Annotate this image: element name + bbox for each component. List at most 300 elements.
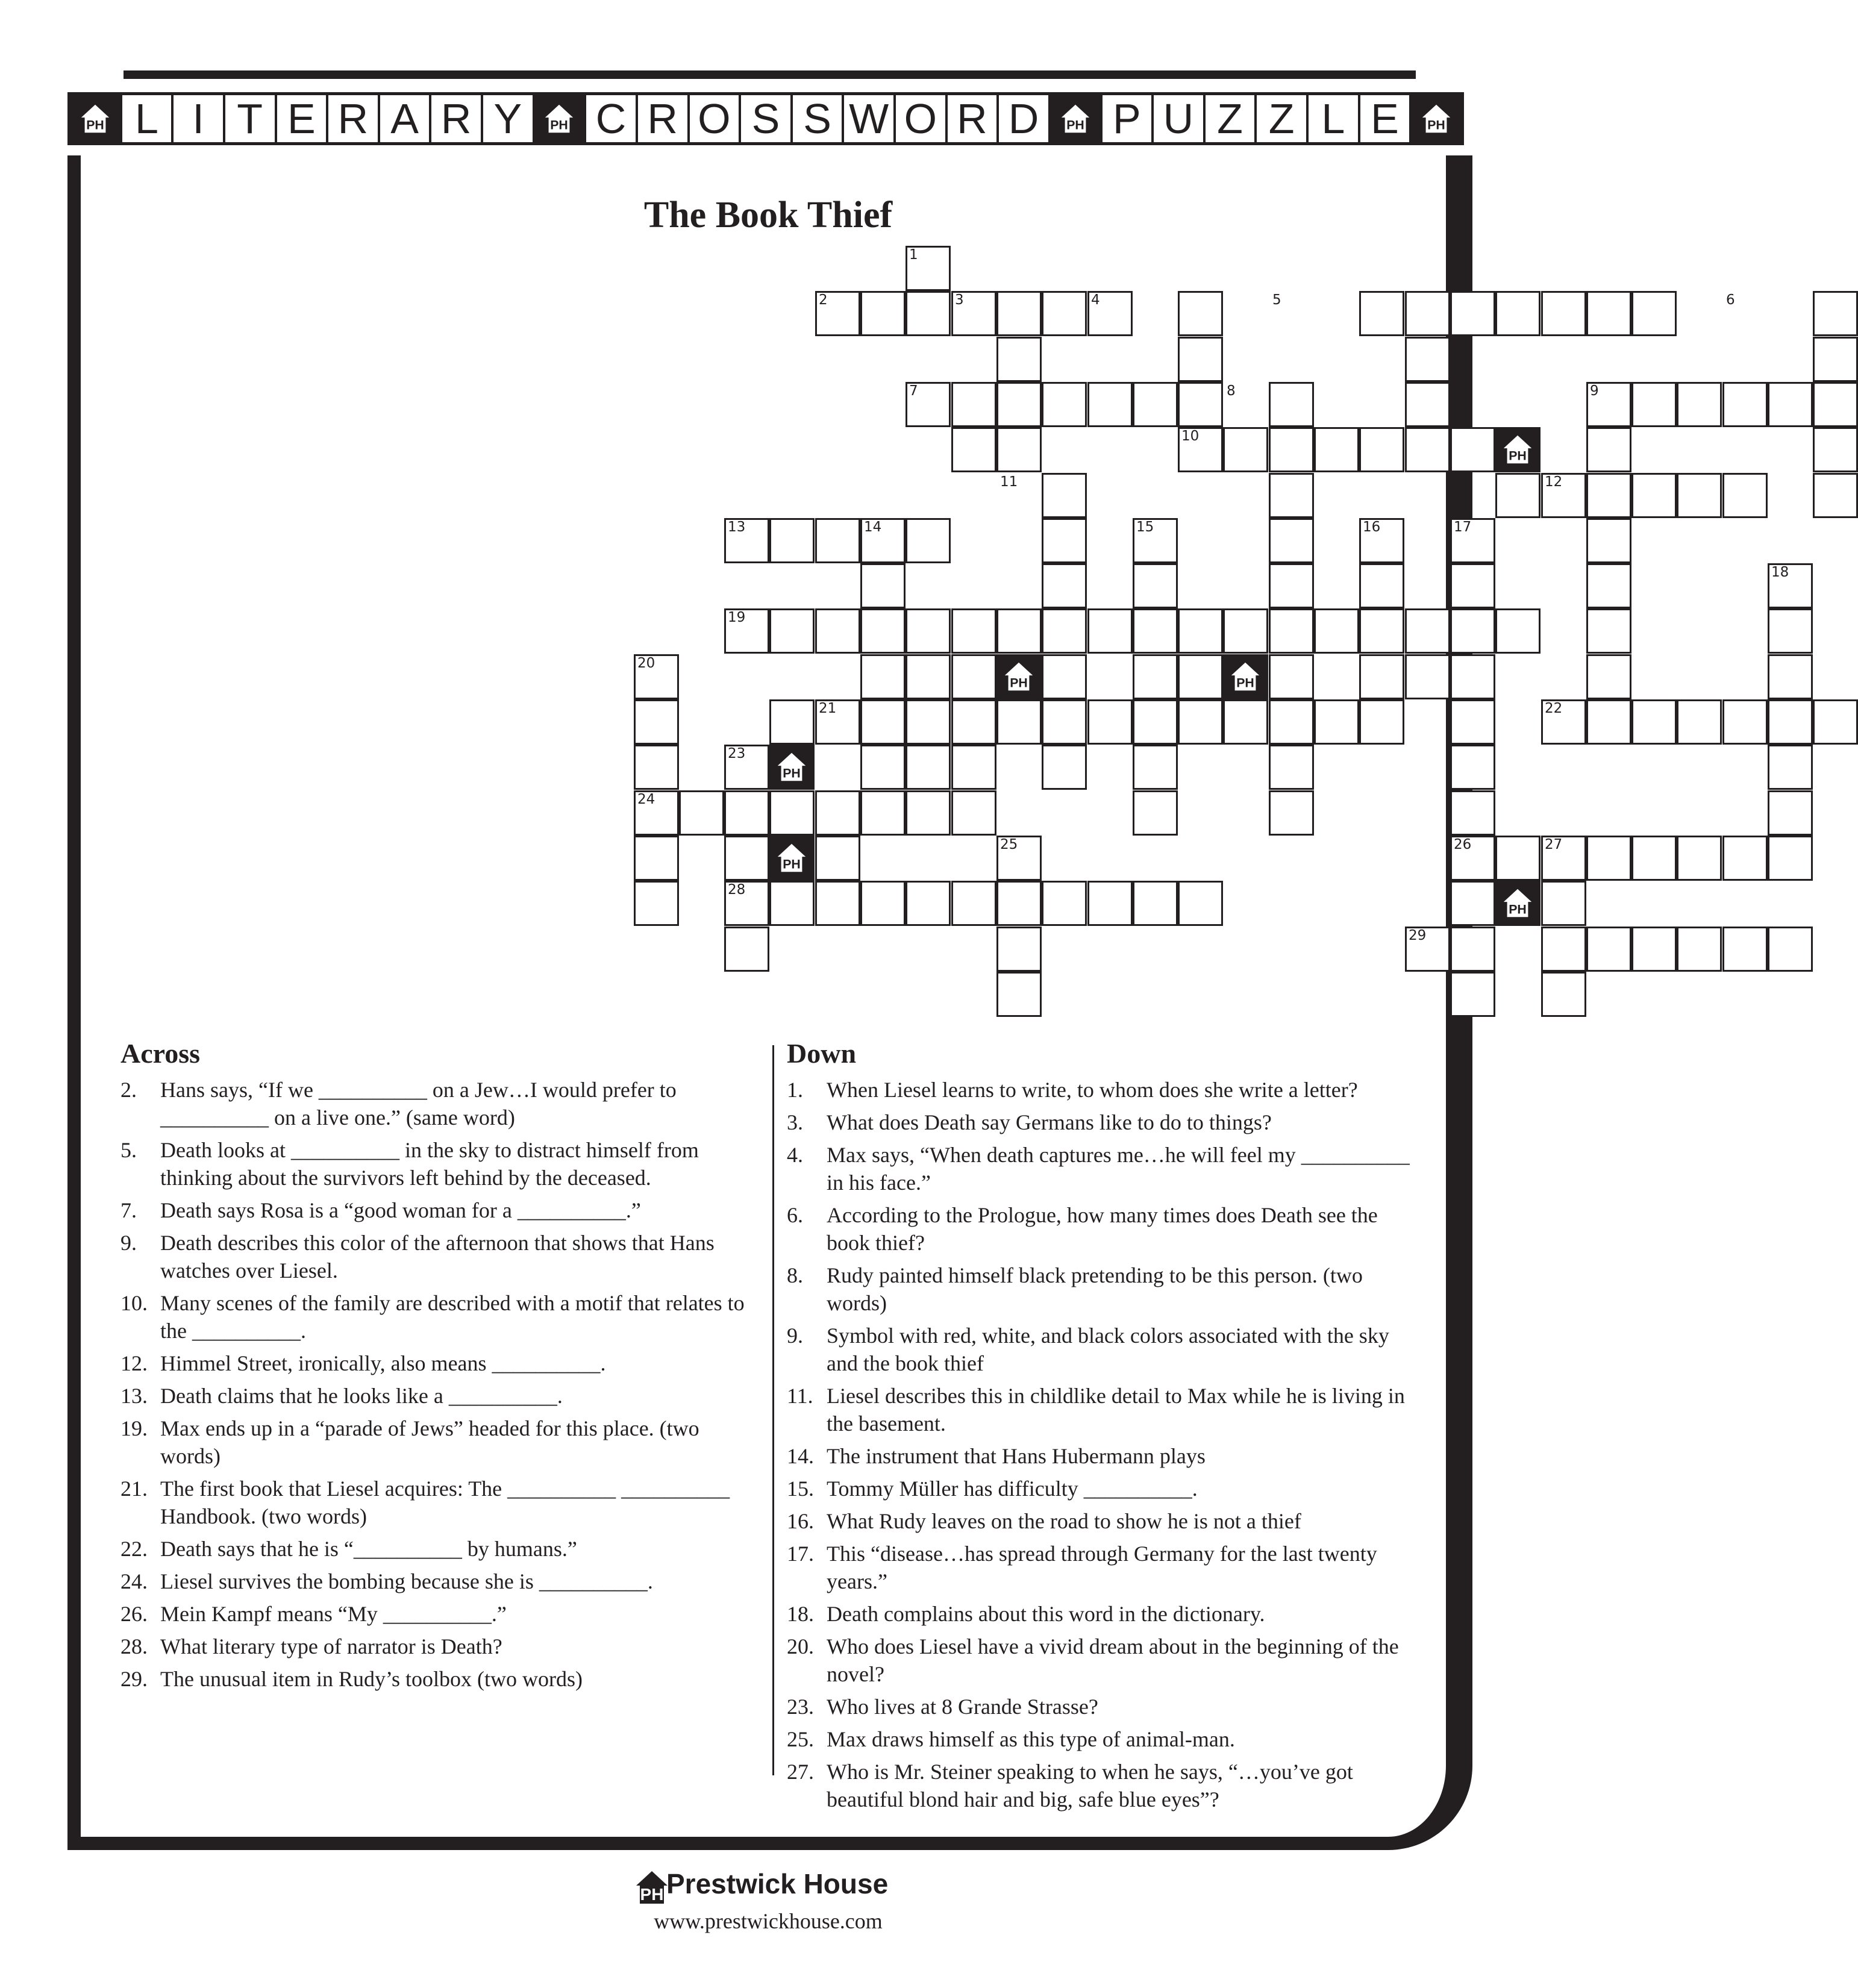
crossword-cell[interactable] — [1768, 608, 1813, 654]
crossword-cell[interactable] — [951, 699, 996, 745]
across-clue — [120, 1633, 759, 1660]
clue-number: 6. — [787, 1203, 803, 1227]
crossword-cell[interactable] — [1631, 699, 1677, 745]
crossword-cell[interactable] — [1495, 608, 1541, 654]
crossword-cell[interactable] — [996, 699, 1042, 745]
crossword-cell[interactable] — [1586, 608, 1631, 654]
across-clue — [120, 1076, 759, 1131]
across-clue — [120, 1382, 759, 1410]
clue-text: Liesel describes this in childlike detail to Max while he is living in the basement. — [827, 1384, 1405, 1436]
crossword-cell[interactable] — [860, 563, 906, 608]
crossword-cell[interactable] — [815, 836, 860, 881]
crossword-cell[interactable] — [1359, 608, 1404, 654]
clue-number: 7. — [120, 1198, 137, 1222]
banner-letter: Z — [1206, 95, 1255, 142]
clue-number: 23. — [787, 1695, 814, 1719]
banner-letter: R — [638, 95, 687, 142]
prestwick-house-logo-icon — [769, 836, 815, 881]
banner-letter: R — [431, 95, 481, 142]
crossword-cell[interactable] — [1586, 427, 1631, 472]
clue-number: 28 — [728, 882, 746, 898]
puzzle-title: The Book Thief — [643, 195, 893, 236]
crossword-cell[interactable] — [1586, 836, 1631, 881]
prestwick-house-logo-icon — [535, 95, 584, 142]
across-clue — [120, 1229, 759, 1284]
clue-text: Tommy Müller has difficulty __________. — [827, 1477, 1198, 1501]
crossword-cell[interactable] — [1586, 473, 1631, 518]
crossword-cell[interactable] — [1813, 337, 1858, 382]
crossword-cell[interactable] — [815, 790, 860, 836]
clue-text: Max ends up in a “parade of Jews” headed for this place. (two words) — [160, 1416, 699, 1468]
clue-text: Death says that he is “__________ by humans.” — [160, 1537, 577, 1561]
clue-number: 11 — [1000, 474, 1018, 490]
crossword-cell[interactable] — [1541, 972, 1586, 1017]
clue-number: 14 — [864, 519, 882, 535]
crossword-cell[interactable] — [679, 790, 724, 836]
clue-text: The instrument that Hans Hubermann plays — [827, 1444, 1206, 1468]
prestwick-house-logo-icon — [1495, 427, 1541, 472]
crossword-cell[interactable] — [1586, 654, 1631, 699]
crossword-cell[interactable] — [769, 790, 815, 836]
down-clue — [787, 1475, 1425, 1502]
down-clue — [787, 1725, 1425, 1753]
crossword-cell[interactable] — [1178, 291, 1223, 336]
crossword-cell[interactable] — [1768, 654, 1813, 699]
crossword-cell[interactable] — [815, 881, 860, 926]
crossword-cell[interactable] — [906, 654, 951, 699]
svg-text:PH: PH — [783, 857, 801, 872]
crossword-cell[interactable] — [1586, 518, 1631, 563]
crossword-cell[interactable] — [951, 608, 996, 654]
clue-text: Death describes this color of the afternoon that shows that Hans watches over Liesel. — [160, 1231, 715, 1283]
clue-number: 28. — [120, 1634, 148, 1658]
crossword-cell[interactable] — [1314, 608, 1359, 654]
crossword-cell[interactable] — [906, 518, 951, 563]
clue-number: 20 — [637, 655, 655, 671]
crossword-cell[interactable] — [1314, 427, 1359, 472]
clue-number: 18. — [787, 1602, 814, 1626]
crossword-cell[interactable] — [1359, 291, 1404, 336]
crossword-cell[interactable] — [1450, 927, 1495, 972]
crossword-cell[interactable] — [996, 972, 1042, 1017]
crossword-cell[interactable] — [1450, 972, 1495, 1017]
crossword-cell[interactable] — [769, 699, 815, 745]
crossword-cell[interactable] — [1768, 790, 1813, 836]
clue-number: 26. — [120, 1602, 148, 1626]
clue-number: 15 — [1136, 519, 1154, 535]
crossword-cell[interactable] — [1768, 745, 1813, 790]
crossword-cell[interactable] — [1813, 699, 1858, 745]
crossword-cell[interactable] — [951, 382, 996, 427]
crossword-cell[interactable] — [1495, 291, 1541, 336]
clue-number: 3. — [787, 1110, 803, 1134]
clue-number: 2. — [120, 1078, 137, 1102]
crossword-cell[interactable] — [1087, 382, 1133, 427]
crossword-cell[interactable] — [1042, 699, 1087, 745]
crossword-cell[interactable] — [860, 699, 906, 745]
banner-letter: W — [844, 95, 893, 142]
clue-text: Liesel survives the bombing because she is __________. — [160, 1569, 653, 1593]
crossword-cell[interactable] — [1269, 473, 1314, 518]
crossword-cell[interactable] — [1541, 881, 1586, 926]
crossword-cell[interactable] — [1133, 382, 1178, 427]
clue-number: 29. — [120, 1667, 148, 1691]
crossword-cell[interactable] — [996, 608, 1042, 654]
crossword-cell[interactable] — [1677, 473, 1722, 518]
crossword-cell[interactable] — [996, 427, 1042, 472]
clue-text: Who is Mr. Steiner speaking to when he says, “…you’ve got beautiful blond hair and big, safe blue eyes”? — [827, 1760, 1353, 1811]
prestwick-house-logo-icon — [769, 745, 815, 790]
clue-number: 1. — [787, 1078, 803, 1102]
banner-letter: D — [999, 95, 1048, 142]
crossword-cell[interactable] — [1178, 382, 1223, 427]
crossword-cell[interactable] — [1359, 563, 1404, 608]
prestwick-house-logo-icon — [1223, 654, 1268, 699]
down-clue — [787, 1076, 1425, 1104]
crossword-cell[interactable] — [1269, 427, 1314, 472]
clue-number: 26 — [1454, 837, 1472, 852]
crossword-cell[interactable] — [1042, 654, 1087, 699]
crossword-cell[interactable] — [1813, 291, 1858, 336]
clue-number: 4. — [787, 1143, 803, 1167]
down-clue — [787, 1758, 1425, 1813]
banner-letter: I — [174, 95, 223, 142]
banner-letter: Z — [1257, 95, 1306, 142]
crossword-cell[interactable] — [1495, 473, 1541, 518]
clue-number: 9. — [787, 1324, 803, 1348]
down-clue — [787, 1141, 1425, 1196]
crossword-cell[interactable] — [1359, 654, 1404, 699]
crossword-cell[interactable] — [996, 927, 1042, 972]
crossword-cell[interactable] — [1586, 563, 1631, 608]
crossword-cell[interactable] — [951, 654, 996, 699]
crossword-cell[interactable] — [1178, 337, 1223, 382]
svg-text:PH: PH — [783, 766, 801, 781]
crossword-cell[interactable] — [1677, 927, 1722, 972]
crossword-cell[interactable] — [1768, 699, 1813, 745]
crossword-cell[interactable] — [1087, 699, 1133, 745]
crossword-cell[interactable] — [1768, 836, 1813, 881]
crossword-cell[interactable] — [1042, 881, 1087, 926]
down-clue — [787, 1600, 1425, 1628]
crossword-cell[interactable] — [634, 881, 679, 926]
clue-text: Mein Kampf means “My __________.” — [160, 1602, 507, 1626]
crossword-cell[interactable] — [1269, 654, 1314, 699]
crossword-cell[interactable] — [1722, 699, 1768, 745]
clue-text: What does Death say Germans like to do to things? — [827, 1110, 1272, 1134]
clue-number: 9. — [120, 1231, 137, 1255]
crossword-cell[interactable] — [1269, 608, 1314, 654]
crossword-cell[interactable] — [1269, 518, 1314, 563]
crossword-cell[interactable] — [1359, 699, 1404, 745]
crossword-cell[interactable] — [1405, 654, 1450, 699]
crossword-cell[interactable] — [1087, 608, 1133, 654]
across-clue-list — [120, 1076, 759, 1698]
across-clue — [120, 1475, 759, 1530]
crossword-cell[interactable] — [1450, 291, 1495, 336]
crossword-cell[interactable] — [724, 836, 769, 881]
crossword-cell[interactable] — [1042, 291, 1087, 336]
crossword-cell[interactable] — [1450, 881, 1495, 926]
crossword-cell[interactable] — [1133, 745, 1178, 790]
crossword-cell[interactable] — [1722, 927, 1768, 972]
banner-letter: R — [948, 95, 997, 142]
crossword-cell[interactable] — [634, 836, 679, 881]
crossword-cell[interactable] — [1178, 881, 1223, 926]
svg-text:PH: PH — [1236, 675, 1254, 690]
clue-number: 5 — [1272, 292, 1281, 308]
clue-text: Death claims that he looks like a __________. — [160, 1384, 563, 1408]
crossword-cell[interactable] — [1042, 473, 1087, 518]
clue-text: Death looks at __________ in the sky to distract himself from thinking about the survivors left behind by the deceased. — [160, 1138, 699, 1190]
crossword-cell[interactable] — [724, 927, 769, 972]
svg-text:PH: PH — [550, 117, 569, 133]
clue-text: Hans says, “If we __________ on a Jew…I would prefer to __________ on a live one.” (same word) — [160, 1078, 677, 1130]
clue-number: 15. — [787, 1477, 814, 1501]
crossword-cell[interactable] — [1133, 608, 1178, 654]
crossword-cell[interactable] — [1586, 699, 1631, 745]
crossword-cell[interactable] — [996, 881, 1042, 926]
crossword-cell[interactable] — [1133, 790, 1178, 836]
clue-text: According to the Prologue, how many times does Death see the book thief? — [827, 1203, 1378, 1255]
crossword-cell[interactable] — [1631, 836, 1677, 881]
crossword-cell[interactable] — [1223, 699, 1268, 745]
crossword-cell[interactable] — [860, 790, 906, 836]
crossword-cell[interactable] — [1813, 382, 1858, 427]
clue-number: 10 — [1181, 428, 1200, 444]
crossword-cell[interactable] — [1450, 745, 1495, 790]
prestwick-house-logo-icon — [1412, 95, 1461, 142]
clue-number: 27 — [1545, 837, 1563, 852]
crossword-cell[interactable] — [1586, 291, 1631, 336]
prestwick-house-logo-icon — [70, 95, 120, 142]
crossword-cell[interactable] — [1405, 427, 1450, 472]
crossword-cell[interactable] — [906, 699, 951, 745]
crossword-cell[interactable] — [1813, 473, 1858, 518]
crossword-cell[interactable] — [634, 745, 679, 790]
svg-text:PH: PH — [86, 117, 104, 133]
crossword-cell[interactable] — [951, 881, 996, 926]
svg-text:PH: PH — [1066, 117, 1084, 133]
crossword-cell[interactable] — [1133, 654, 1178, 699]
down-clue — [787, 1108, 1425, 1136]
clue-text: Many scenes of the family are described with a motif that relates to the __________. — [160, 1291, 745, 1343]
crossword-cell[interactable] — [1631, 927, 1677, 972]
crossword-cell[interactable] — [951, 427, 996, 472]
crossword-cell[interactable] — [1768, 382, 1813, 427]
crossword-cell[interactable] — [996, 291, 1042, 336]
clue-number: 20. — [787, 1634, 814, 1658]
clue-number: 22. — [120, 1537, 148, 1561]
crossword-cell[interactable] — [1178, 608, 1223, 654]
clue-number: 5. — [120, 1138, 137, 1162]
clue-number: 25 — [1000, 837, 1018, 852]
clue-text: Death complains about this word in the dictionary. — [827, 1602, 1265, 1626]
crossword-cell[interactable] — [860, 745, 906, 790]
top-rule — [124, 70, 1416, 79]
crossword-cell[interactable] — [815, 608, 860, 654]
crossword-cell[interactable] — [906, 790, 951, 836]
crossword-cell[interactable] — [1269, 382, 1314, 427]
crossword-cell[interactable] — [1768, 927, 1813, 972]
crossword-cell[interactable] — [1495, 836, 1541, 881]
down-clue — [787, 1442, 1425, 1470]
crossword-cell[interactable] — [1269, 745, 1314, 790]
crossword-cell[interactable] — [1042, 382, 1087, 427]
clue-text: Who lives at 8 Grande Strasse? — [827, 1695, 1098, 1719]
down-clue — [787, 1382, 1425, 1437]
crossword-cell[interactable] — [1450, 608, 1495, 654]
svg-text:PH: PH — [640, 1885, 664, 1904]
crossword-cell[interactable] — [1450, 654, 1495, 699]
crossword-cell[interactable] — [769, 881, 815, 926]
crossword-cell[interactable] — [906, 745, 951, 790]
footer-url[interactable]: www.prestwickhouse.com — [654, 1909, 883, 1933]
across-clue — [120, 1600, 759, 1628]
clue-number: 14. — [787, 1444, 814, 1468]
across-clue — [120, 1414, 759, 1470]
crossword-cell[interactable] — [1450, 790, 1495, 836]
crossword-cell[interactable] — [1677, 382, 1722, 427]
crossword-cell[interactable] — [1133, 881, 1178, 926]
crossword-cell[interactable] — [906, 608, 951, 654]
crossword-cell[interactable] — [1541, 291, 1586, 336]
crossword-cell[interactable] — [1359, 427, 1404, 472]
clue-number: 23 — [728, 746, 746, 761]
crossword-cell[interactable] — [1722, 382, 1768, 427]
crossword-cell[interactable] — [769, 608, 815, 654]
crossword-cell[interactable] — [1450, 699, 1495, 745]
crossword-cell[interactable] — [1133, 699, 1178, 745]
crossword-cell[interactable] — [1223, 427, 1268, 472]
clue-number: 8. — [787, 1263, 803, 1287]
crossword-cell[interactable] — [1541, 927, 1586, 972]
clue-number: 27. — [787, 1760, 814, 1784]
clue-text: This “disease…has spread through Germany for the last twenty years.” — [827, 1542, 1377, 1593]
banner-letter: T — [225, 95, 275, 142]
crossword-cell[interactable] — [1677, 836, 1722, 881]
clue-number: 13 — [728, 519, 746, 535]
prestwick-house-logo-icon — [634, 1868, 670, 1906]
clue-number: 8 — [1227, 383, 1236, 399]
banner-letter: L — [122, 95, 172, 142]
svg-text:PH: PH — [1427, 117, 1445, 133]
clue-number: 1 — [909, 247, 918, 263]
clue-text: The unusual item in Rudy’s toolbox (two words) — [160, 1667, 583, 1691]
crossword-cell[interactable] — [860, 291, 906, 336]
crossword-cell[interactable] — [1631, 382, 1677, 427]
crossword-cell[interactable] — [1314, 699, 1359, 745]
clue-number: 24. — [120, 1569, 148, 1593]
clue-number: 9 — [1590, 383, 1599, 399]
down-clue — [787, 1261, 1425, 1317]
crossword-cell[interactable] — [1722, 473, 1768, 518]
crossword-cell[interactable] — [724, 790, 769, 836]
clue-text: When Liesel learns to write, to whom does she write a letter? — [827, 1078, 1358, 1102]
clue-number: 6 — [1726, 292, 1735, 308]
across-clue — [120, 1289, 759, 1345]
crossword-cell[interactable] — [1042, 745, 1087, 790]
crossword-cell[interactable] — [1178, 654, 1223, 699]
clue-number: 12 — [1545, 474, 1563, 490]
column-divider — [772, 1045, 774, 1775]
crossword-cell[interactable] — [906, 291, 951, 336]
clue-number: 21 — [819, 701, 837, 716]
down-clue — [787, 1507, 1425, 1535]
crossword-cell[interactable] — [769, 518, 815, 563]
crossword-cell[interactable] — [1178, 699, 1223, 745]
crossword-cell[interactable] — [951, 745, 996, 790]
clue-number: 22 — [1545, 701, 1563, 716]
clue-text: Death says Rosa is a “good woman for a __________.” — [160, 1198, 641, 1222]
down-heading: Down — [787, 1038, 857, 1069]
clue-text: Max says, “When death captures me…he will feel my __________ in his face.” — [827, 1143, 1410, 1195]
crossword-cell[interactable] — [860, 608, 906, 654]
banner-letter: S — [741, 95, 790, 142]
clue-number: 19 — [728, 610, 746, 625]
crossword-cell[interactable] — [1223, 608, 1268, 654]
crossword-cell[interactable] — [1269, 699, 1314, 745]
crossword-cell[interactable] — [860, 881, 906, 926]
down-clue — [787, 1201, 1425, 1257]
across-clue — [120, 1196, 759, 1224]
down-clue — [787, 1540, 1425, 1595]
clue-number: 16. — [787, 1509, 814, 1533]
crossword-cell[interactable] — [951, 790, 996, 836]
crossword-cell[interactable] — [1405, 608, 1450, 654]
crossword-cell[interactable] — [1405, 291, 1450, 336]
across-clue — [120, 1665, 759, 1693]
crossword-cell[interactable] — [1042, 563, 1087, 608]
crossword-cell[interactable] — [1042, 518, 1087, 563]
crossword-cell[interactable] — [996, 382, 1042, 427]
crossword-cell[interactable] — [906, 881, 951, 926]
clue-number: 29 — [1409, 928, 1427, 943]
crossword-cell[interactable] — [996, 337, 1042, 382]
crossword-cell[interactable] — [1450, 563, 1495, 608]
crossword-cell[interactable] — [1269, 563, 1314, 608]
crossword-cell[interactable] — [1087, 881, 1133, 926]
crossword-cell[interactable] — [860, 654, 906, 699]
banner-letter: A — [380, 95, 430, 142]
crossword-cell[interactable] — [1677, 699, 1722, 745]
crossword-cell[interactable] — [1586, 927, 1631, 972]
crossword-cell[interactable] — [1450, 427, 1495, 472]
clue-number: 16 — [1363, 519, 1381, 535]
banner-letter: O — [690, 95, 739, 142]
clue-number: 12. — [120, 1351, 148, 1375]
clue-number: 4 — [1091, 292, 1100, 308]
crossword-cell[interactable] — [1042, 608, 1087, 654]
crossword-cell[interactable] — [1631, 473, 1677, 518]
crossword-cell[interactable] — [1405, 382, 1450, 427]
crossword-cell[interactable] — [634, 699, 679, 745]
clue-number: 21. — [120, 1477, 148, 1501]
crossword-cell[interactable] — [1405, 337, 1450, 382]
crossword-cell[interactable] — [1813, 427, 1858, 472]
banner-letter: R — [328, 95, 378, 142]
clue-number: 24 — [637, 792, 655, 807]
crossword-cell[interactable] — [815, 518, 860, 563]
prestwick-house-logo-icon — [1495, 881, 1541, 926]
crossword-cell[interactable] — [1133, 563, 1178, 608]
crossword-cell[interactable] — [1631, 291, 1677, 336]
clue-text: Rudy painted himself black pretending to be this person. (two words) — [827, 1263, 1363, 1315]
crossword-cell[interactable] — [1269, 790, 1314, 836]
clue-number: 13. — [120, 1384, 148, 1408]
crossword-cell[interactable] — [1722, 836, 1768, 881]
banner-letter: E — [277, 95, 327, 142]
